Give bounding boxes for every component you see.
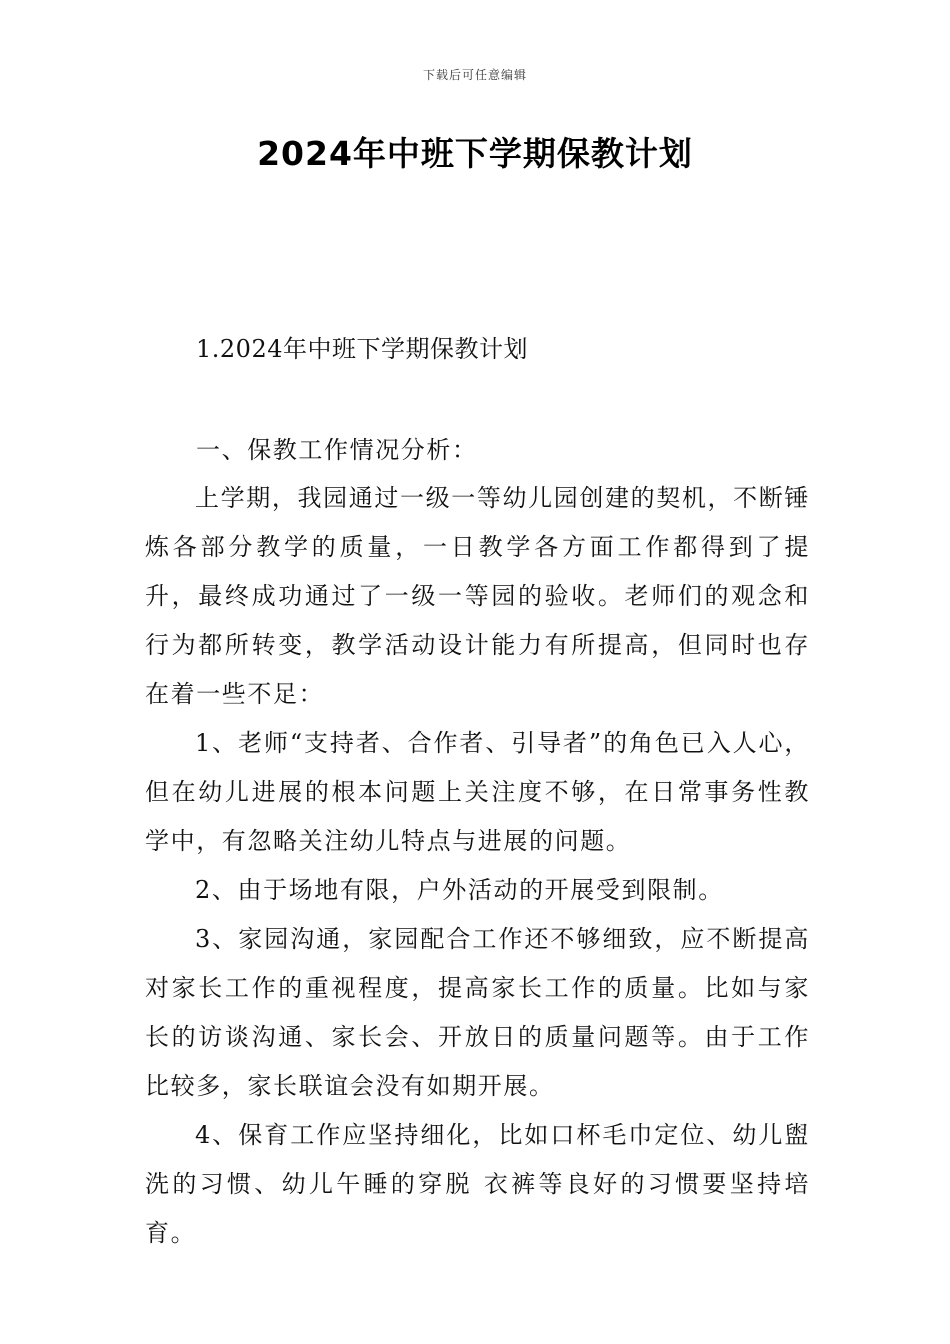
document-title: 2024年中班下学期保教计划 (257, 134, 693, 173)
paragraph-item-4: 4、保育工作应坚持细化，比如口杯毛巾定位、幼儿盥洗的习惯、幼儿午睡的穿脱 衣裤等良好的习惯要坚持培育。 (145, 1121, 810, 1247)
body-text (145, 474, 810, 1258)
section-heading: 一、保教工作情况分析： (196, 436, 478, 464)
paragraph-intro: 上学期，我园通过一级一等幼儿园创建的契机，不断锤炼各部分教学的质量，一日教学各方面工作都得到了提升，最终成功通过了一级一等园的验收。老师们的观念和行为都所转变，教学活动设计能力有所提高，但同时也存在着一些不足： (145, 484, 810, 708)
header-note: 下载后可任意编辑 (422, 68, 527, 82)
paragraph-item-2: 2、由于场地有限，户外活动的开展受到限制。 (195, 876, 724, 904)
paragraph-item-1: 1、老师“支持者、合作者、引导者”的角色已入人心，但在幼儿进展的根本问题上关注度不够，在日常事务性教学中，有忽略关注幼儿特点与进展的问题。 (145, 729, 810, 855)
document-subtitle: 1.2024年中班下学期保教计划 (196, 335, 528, 363)
paragraph-item-3: 3、家园沟通，家园配合工作还不够细致，应不断提高对家长工作的重视程度，提高家长工作的质量。比如与家长的访谈沟通、家长会、开放日的质量问题等。由于工作比较多，家长联谊会没有如期开展。 (145, 925, 810, 1100)
